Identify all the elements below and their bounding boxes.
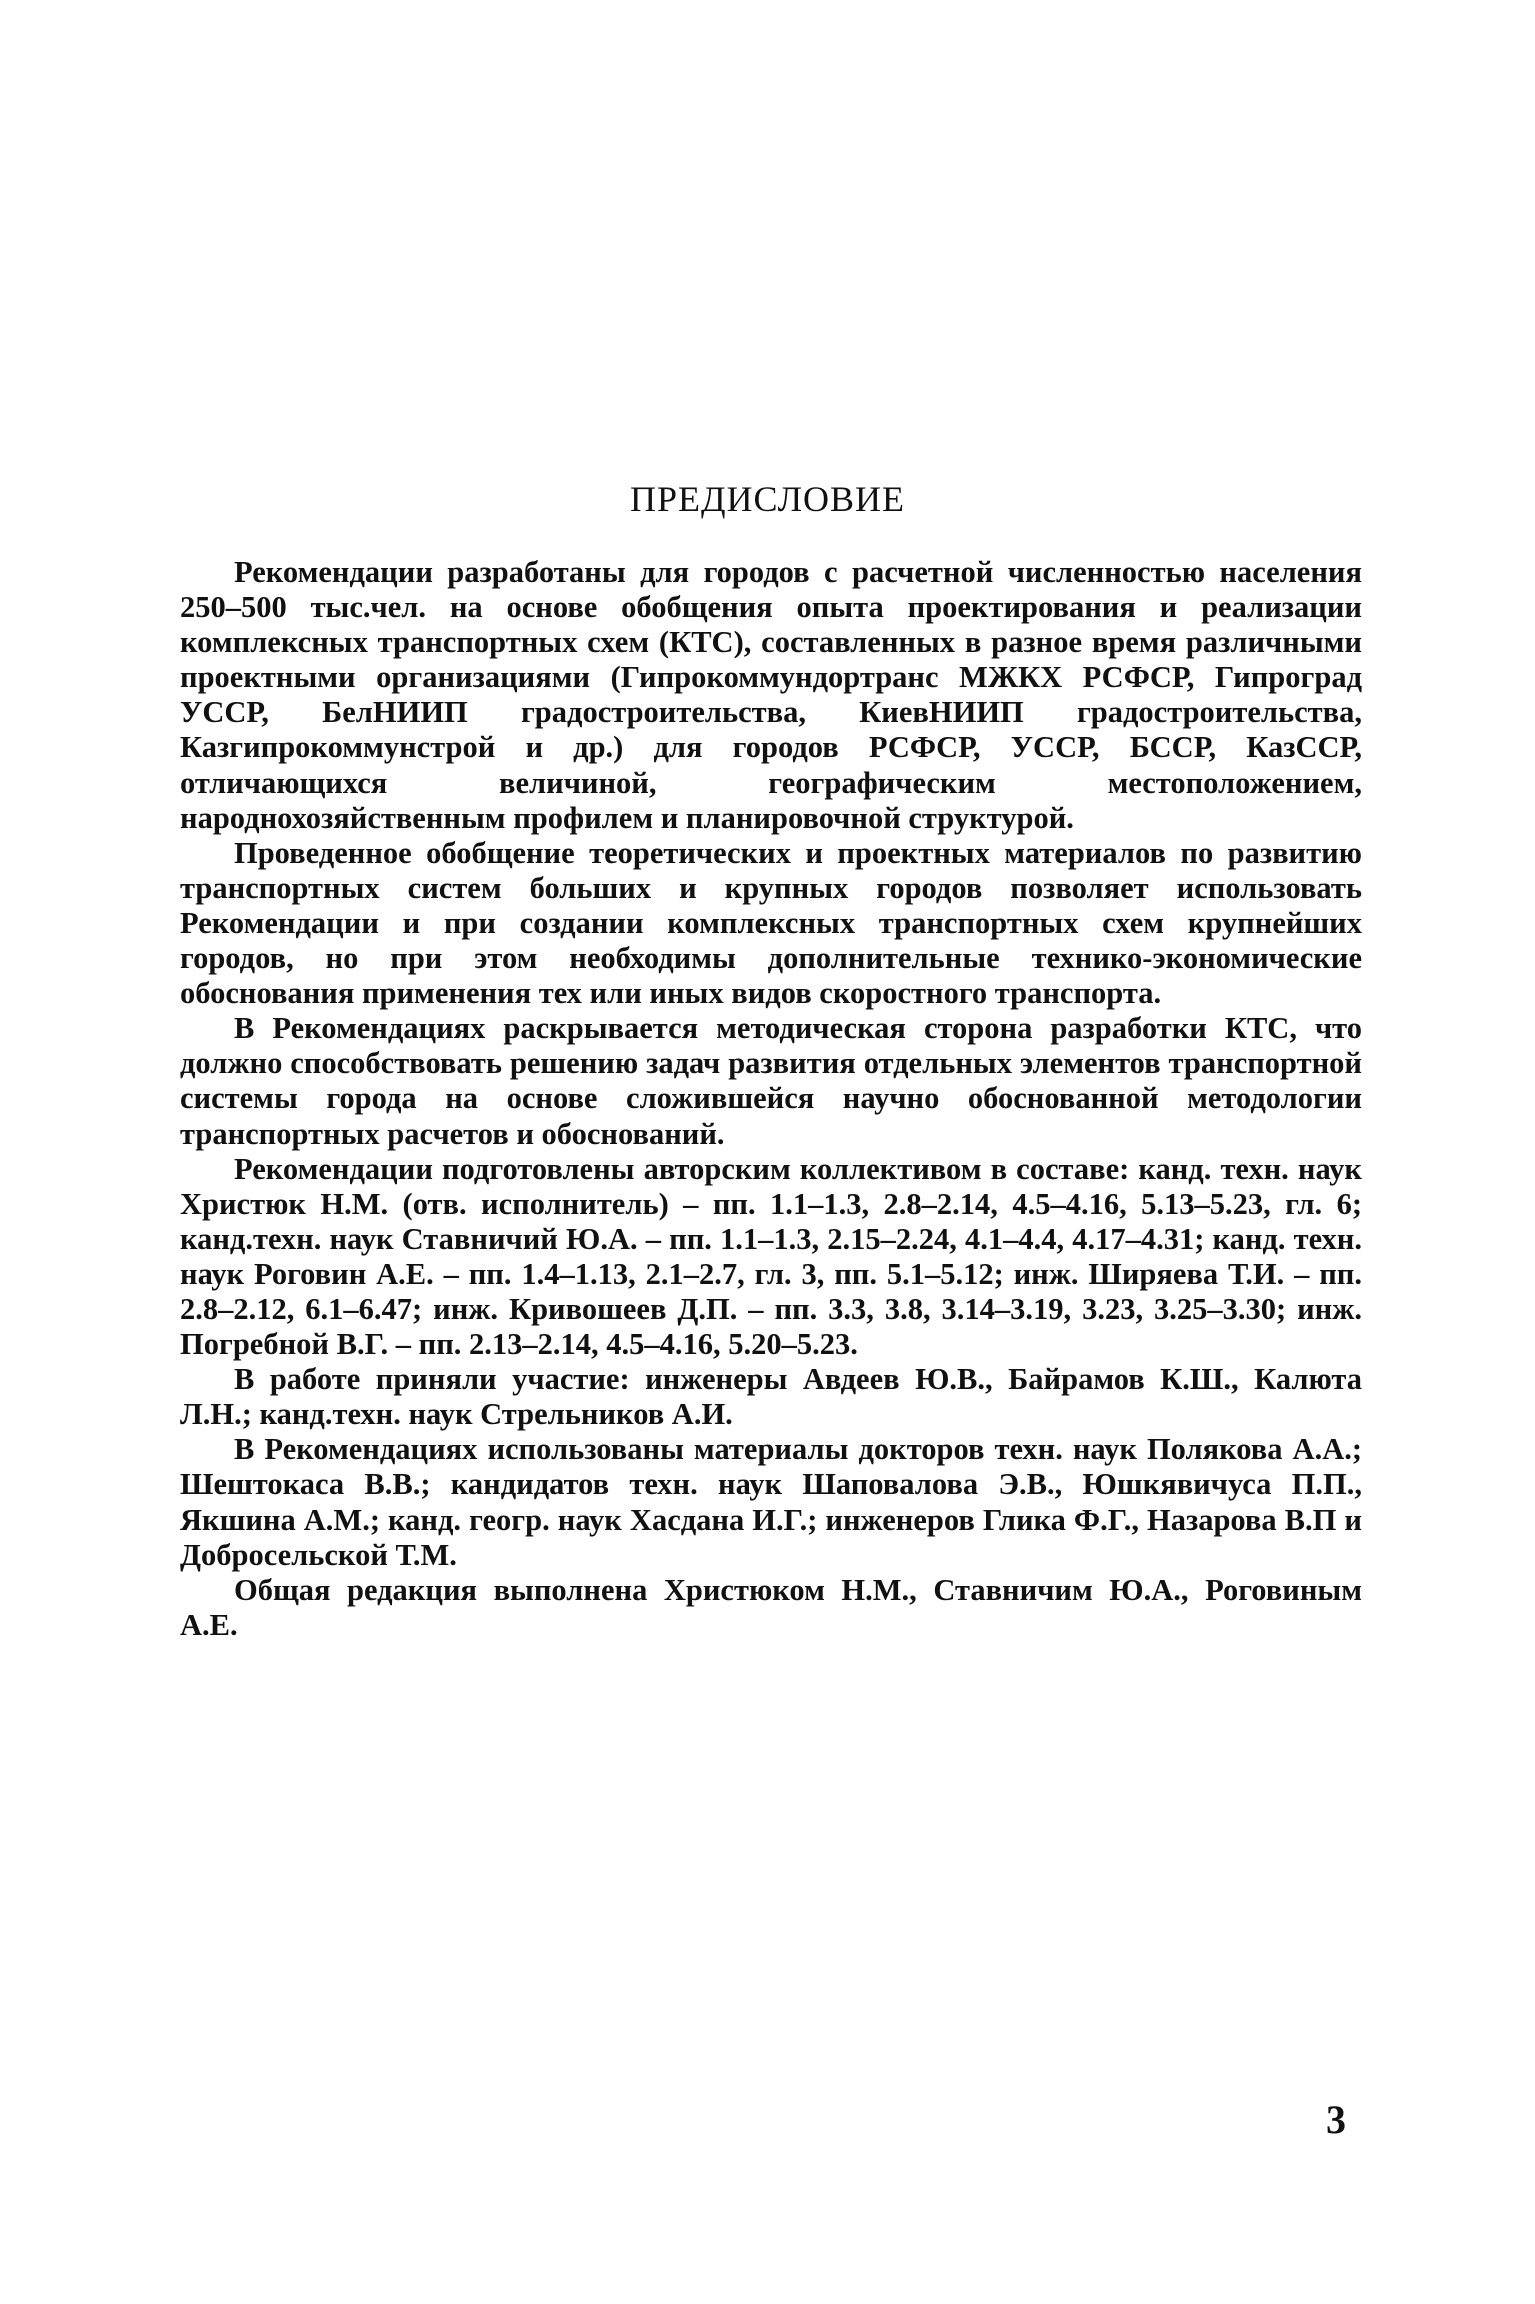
page-number: 3: [1326, 2097, 1346, 2142]
paragraph: В работе приняли участие: инженеры Авдеев Ю.В., Байрамов К.Ш., Калюта Л.Н.; канд.техн. наук Стрельников А.И.: [180, 1362, 1362, 1432]
page-title: ПРЕДИСЛОВИЕ: [629, 479, 906, 519]
paragraph: В Рекомендациях использованы материалы докторов техн. наук Полякова А.А.; Шештокаса В.В.; кандидатов техн. наук Шаповалова Э.В., Юшкявичуса П.П., Якшина А.М.; канд. геогр. наук Хасдана И.Г.; инженеров Глика Ф.Г., Назарова В.П и Добросельской Т.М.: [180, 1432, 1362, 1572]
paragraph: Рекомендации подготовлены авторским коллективом в составе: канд. техн. наук Христюк Н.М. (отв. исполнитель) – пп. 1.1–1.3, 2.8–2.14, 4.5–4.16, 5.13–5.23, гл. 6; канд.техн. наук Ставничий Ю.А. – пп. 1.1–1.3, 2.15–2.24, 4.1–4.4, 4.17–4.31; канд. техн. наук Роговин А.Е. – пп. 1.4–1.13, 2.1–2.7, гл. 3, пп. 5.1–5.12; инж. Ширяева Т.И. – пп. 2.8–2.12, 6.1–6.47; инж. Кривошеев Д.П. – пп. 3.3, 3.8, 3.14–3.19, 3.23, 3.25–3.30; инж. Погребной В.Г. – пп. 2.13–2.14, 4.5–4.16, 5.20–5.23.: [180, 1151, 1362, 1362]
paragraph: Общая редакция выполнена Христюком Н.М., Ставничим Ю.А., Роговиным А.Е.: [180, 1572, 1362, 1642]
body-text: [180, 555, 1362, 1643]
paragraph: Рекомендации разработаны для городов с расчетной численностью населения 250–500 тыс.чел. на основе обобщения опыта проектирования и реализации комплексных транспортных схем (КТС), составленных в разное время различными проектными организациями (Гипрокоммундортранс МЖКХ РСФСР, Гипроград УССР, БелНИИП градостроительства, КиевНИИП градостроительства, Казгипрокоммунстрой и др.) для городов РСФСР, УССР, БССР, КазССР, отличающихся величиной, географическим местоположением, народнохозяйственным профилем и планировочной структурой.: [180, 555, 1362, 835]
paragraph: Проведенное обобщение теоретических и проектных материалов по развитию транспортных систем больших и крупных городов позволяет использовать Рекомендации и при создании комплексных транспортных схем крупнейших городов, но при этом необходимы дополнительные технико-экономические обоснования применения тех или иных видов скоростного транспорта.: [180, 835, 1362, 1011]
paragraph: В Рекомендациях раскрывается методическая сторона разработки КТС, что должно способствовать решению задач развития отдельных элементов транспортной системы города на основе сложившейся научно обоснованной методологии транспортных расчетов и обоснований.: [180, 1011, 1362, 1151]
